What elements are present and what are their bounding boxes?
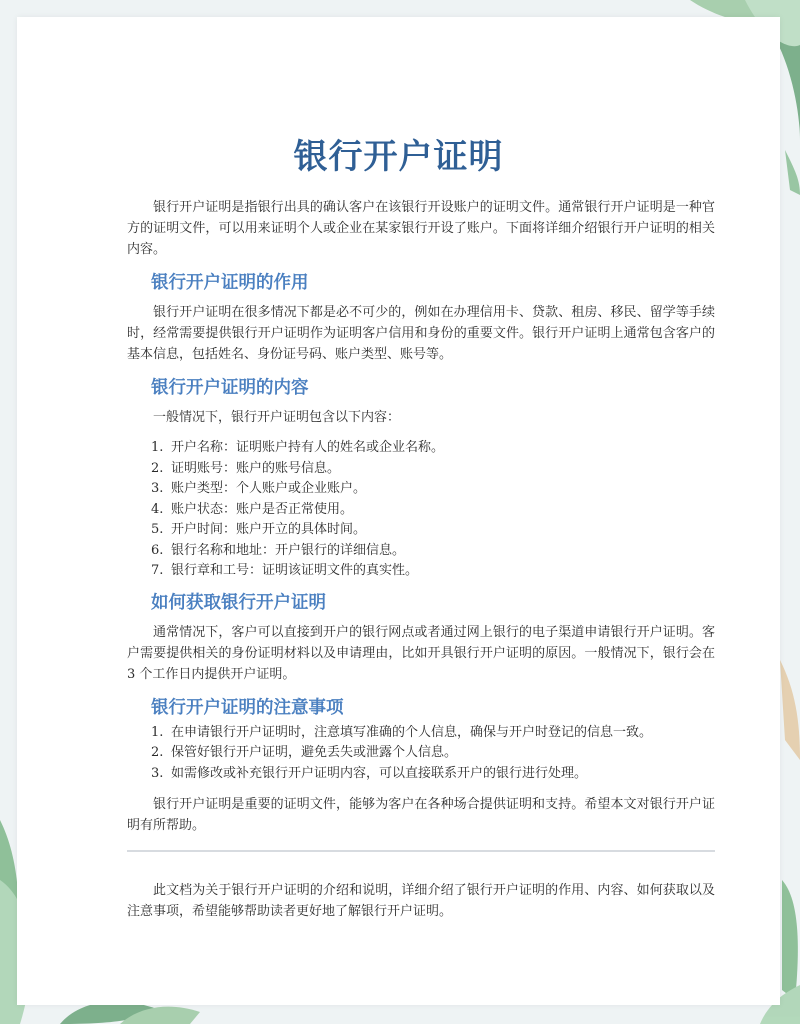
footer-note: 此文档为关于银行开户证明的介绍和说明，详细介绍了银行开户证明的作用、内容、如何获取以及注意事项，希望能够帮助读者更好地了解银行开户证明。 xyxy=(127,883,715,919)
list-item: 2. 证明账号：账户的账号信息。 xyxy=(151,460,341,476)
list-item: 3. 如需修改或补充银行开户证明内容，可以直接联系开户的银行进行处理。 xyxy=(151,765,588,781)
contents-list xyxy=(127,438,715,582)
list-item: 3. 账户类型：个人账户或企业账户。 xyxy=(151,481,367,496)
notes-list xyxy=(127,723,715,785)
section-heading-how-to-obtain: 如何获取银行开户证明 xyxy=(151,592,326,613)
list-item: 4. 账户状态：账户是否正常使用。 xyxy=(151,501,354,517)
section-heading-notes: 银行开户证明的注意事项 xyxy=(151,697,344,718)
list-item: 1. 开户名称：证明账户持有人的姓名或企业名称。 xyxy=(151,440,445,455)
document-page xyxy=(17,17,780,1005)
section-paragraph-how-to-obtain: 通常情况下，客户可以直接到开户的银行网点或者通过网上银行的电子渠道申请银行开户证明。客户需要提供相关的身份证明材料以及申请理由，比如开具银行开户证明的原因。一般情况下，银行会在 3 个工作日内提供开户证明。 xyxy=(127,624,715,682)
intro-paragraph: 银行开户证明是指银行出具的确认客户在该银行开设账户的证明文件。通常银行开户证明是一种官方的证明文件，可以用来证明个人或企业在某家银行开设了账户。下面将详细介绍银行开户证明的相关内容。 xyxy=(127,200,715,257)
list-item: 2. 保管好银行开户证明，避免丢失或泄露个人信息。 xyxy=(151,745,458,760)
list-item: 5. 开户时间：账户开立的具体时间。 xyxy=(151,522,367,537)
list-item: 6. 银行名称和地址：开户银行的详细信息。 xyxy=(151,542,406,558)
list-item: 7. 银行章和工号：证明该证明文件的真实性。 xyxy=(151,563,419,578)
section-paragraph-purpose: 银行开户证明在很多情况下都是必不可少的，例如在办理信用卡、贷款、租房、移民、留学等手续时，经常需要提供银行开户证明作为证明客户信用和身份的重要文件。银行开户证明上通常包含客户的基本信息，包括姓名、身份证号码、账户类型、账号等。 xyxy=(127,305,715,362)
document-title: 银行开户证明 xyxy=(293,137,504,177)
section-heading-purpose: 银行开户证明的作用 xyxy=(151,273,309,293)
closing-paragraph: 银行开户证明是重要的证明文件，能够为客户在各种场合提供证明和支持。希望本文对银行开户证明有所帮助。 xyxy=(127,797,715,833)
list-item: 1. 在申请银行开户证明时，注意填写准确的个人信息，确保与开户时登记的信息一致。 xyxy=(151,724,653,740)
divider xyxy=(127,850,715,852)
section-paragraph-contents: 一般情况下，银行开户证明包含以下内容： xyxy=(153,410,401,425)
section-heading-contents: 银行开户证明的内容 xyxy=(151,378,309,398)
document-body xyxy=(127,197,715,922)
